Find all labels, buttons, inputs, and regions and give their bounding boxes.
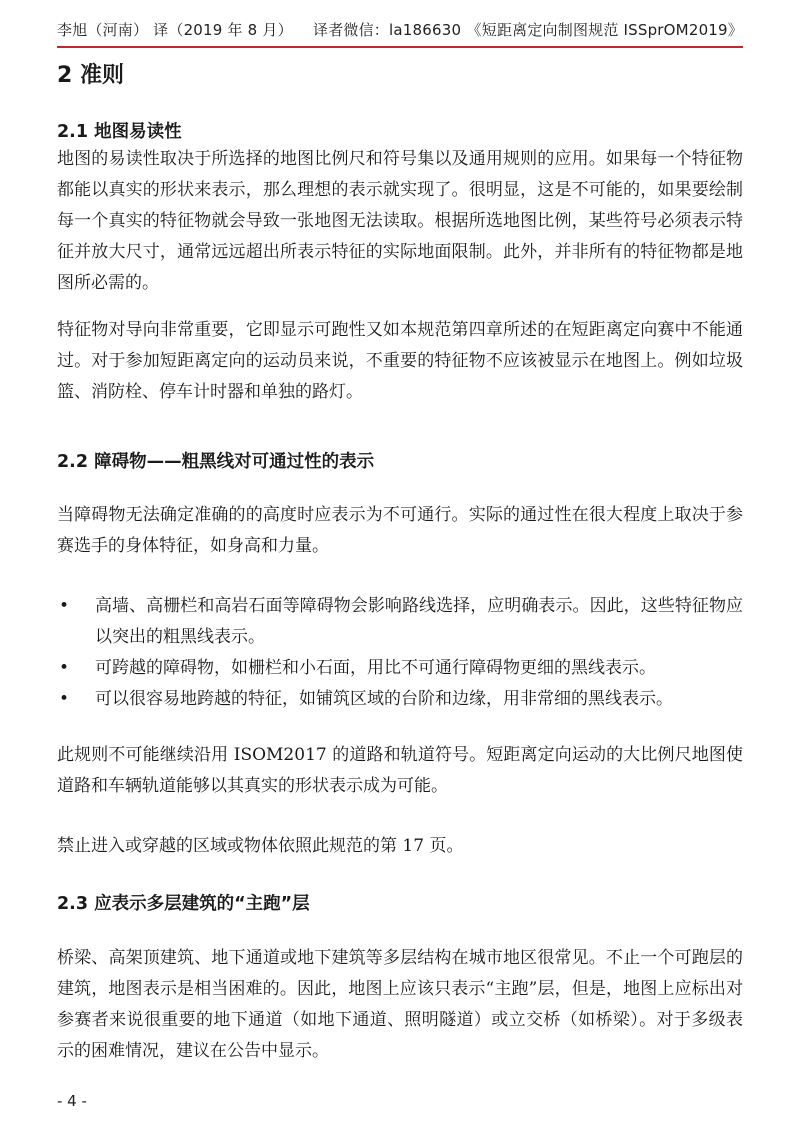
section-2-1-heading: 2.1 地图易读性 [57, 122, 182, 142]
section-2-3-heading: 2.3 应表示多层建筑的“主跑”层 [57, 894, 310, 914]
section-2-2-intro: 当障碍物无法确定准确的的高度时应表示为不可通行。实际的通过性在很大程度上取决于参赛选手的身体特征，如身高和力量。 [57, 505, 743, 556]
bullet-marker: • [59, 689, 70, 709]
header-wechat: 译者微信：la186630 [313, 21, 462, 39]
list-item-text: 可以很容易地跨越的特征，如铺筑区域的台阶和边缘，用非常细的黑线表示。 [95, 689, 673, 709]
list-item-text: 高墙、高栅栏和高岩石面等障碍物会影响路线选择，应明确表示。因此，这些特征物应以突出的粗黑线表示。 [95, 596, 743, 647]
header-translator: 李旭（河南） 译（2019 年 8 月） [57, 21, 293, 39]
list-item [57, 653, 743, 684]
header-document-title: 《短距离定向制图规范 ISSprOM2019》 [466, 21, 743, 39]
section-2-2-heading: 2.2 障碍物——粗黑线对可通过性的表示 [57, 452, 375, 472]
list-item [57, 684, 743, 715]
section-2-2-paragraph-2: 禁止进入或穿越的区域或物体依照此规范的第 17 页。 [57, 836, 464, 856]
bullet-marker: • [59, 658, 70, 678]
page-number: - 4 - [57, 1092, 87, 1110]
chapter-title: 2 准则 [57, 63, 124, 88]
section-2-1-paragraph-2: 特征物对导向非常重要，它即显示可跑性又如本规范第四章所述的在短距离定向赛中不能通过。对于参加短距离定向的运动员来说，不重要的特征物不应该被显示在地图上。例如垃圾篮、消防栓、停车计时器和单独的路灯。 [57, 320, 743, 402]
section-2-2-paragraph-1: 此规则不可能继续沿用 ISOM2017 的道路和轨道符号。短距离定向运动的大比例尺地图使道路和车辆轨道能够以其真实的形状表示成为可能。 [57, 745, 743, 796]
obstacle-list [57, 591, 743, 715]
page-header [57, 16, 743, 48]
list-item [57, 591, 743, 653]
bullet-marker: • [59, 596, 70, 616]
list-item-text: 可跨越的障碍物，如栅栏和小石面，用比不可通行障碍物更细的黑线表示。 [95, 658, 656, 678]
section-2-3-paragraph-1: 桥梁、高架顶建筑、地下通道或地下建筑等多层结构在城市地区很常见。不止一个可跑层的建筑，地图表示是相当困难的。因此，地图上应该只表示“主跑”层，但是，地图上应标出对参赛者来说很重要的地下通道（如地下通道、照明隧道）或立交桥（如桥梁）。对于多级表示的困难情况，建议在公告中显示。 [57, 948, 743, 1061]
section-2-1-paragraph-1: 地图的易读性取决于所选择的地图比例尺和符号集以及通用规则的应用。如果每一个特征物都能以真实的形状来表示，那么理想的表示就实现了。很明显，这是不可能的，如果要绘制每一个真实的特征物就会导致一张地图无法读取。根据所选地图比例，某些符号必须表示特征并放大尺寸，通常远远超出所表示特征的实际地面限制。此外，并非所有的特征物都是地图所必需的。 [57, 149, 743, 293]
